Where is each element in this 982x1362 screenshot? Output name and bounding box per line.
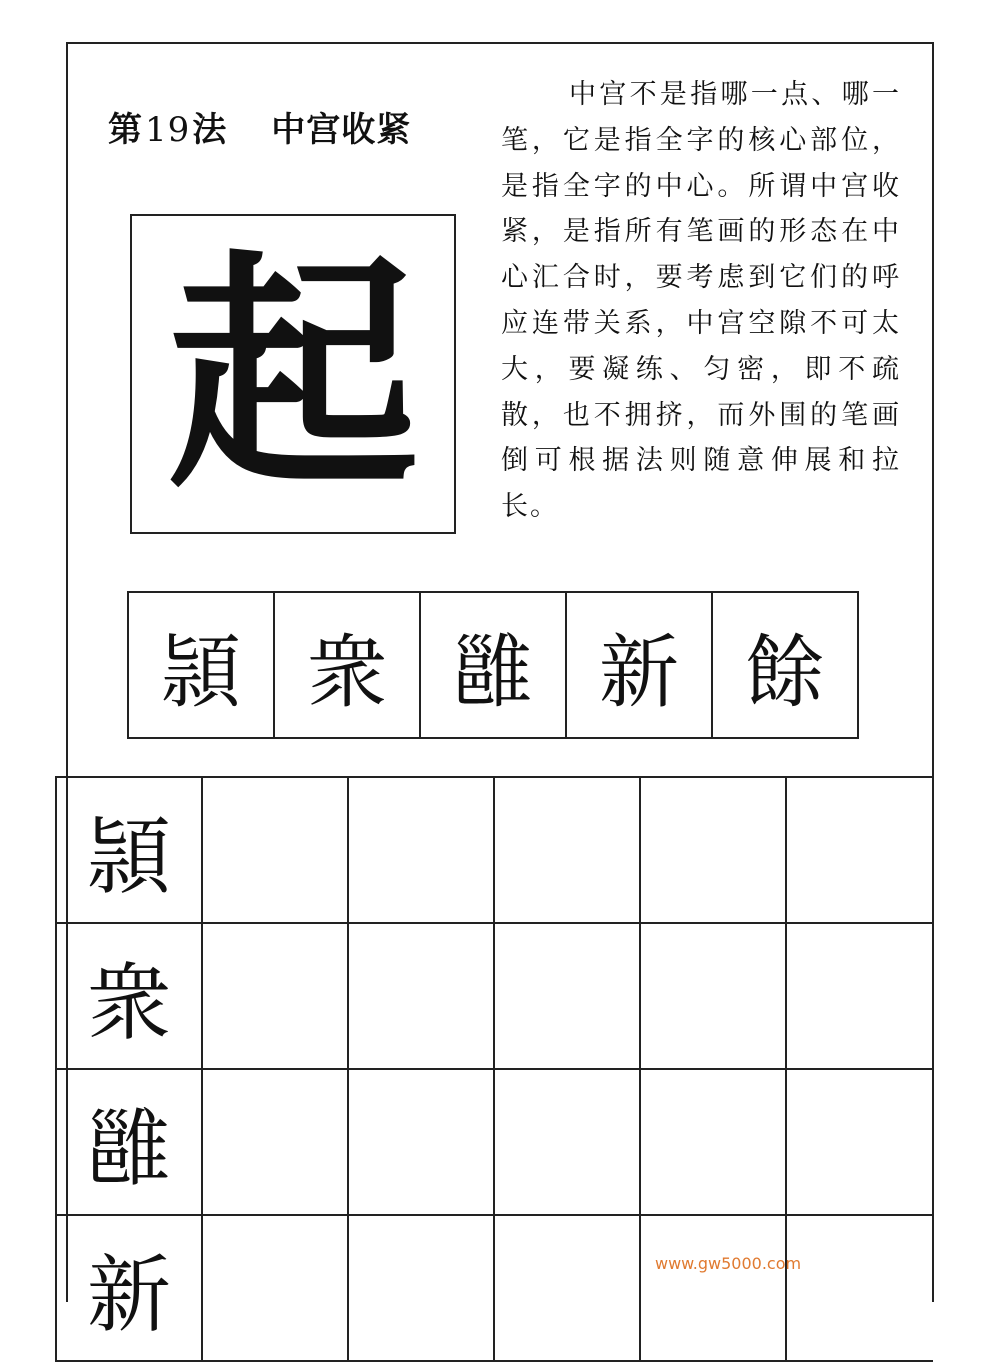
practice-blank-cell — [785, 1216, 933, 1360]
lesson-name: 中宫收紧 — [271, 110, 412, 150]
practice-blank-cell — [493, 778, 639, 922]
practice-blank-cell — [785, 924, 933, 1068]
practice-row — [55, 778, 933, 924]
practice-blank-cell — [493, 1070, 639, 1214]
practice-model-character: 頴 — [55, 778, 201, 922]
practice-model-character: 新 — [55, 1216, 201, 1360]
practice-row — [55, 1216, 933, 1362]
lesson-title — [108, 102, 411, 151]
practice-blank-cell — [639, 778, 785, 922]
example-character-box — [130, 214, 456, 534]
sample-character: 新 — [567, 593, 713, 737]
practice-blank-cell — [347, 1070, 493, 1214]
practice-blank-cell — [201, 778, 347, 922]
practice-model-character: 衆 — [55, 924, 201, 1068]
practice-blank-cell — [347, 778, 493, 922]
practice-model-character: 雝 — [55, 1070, 201, 1214]
watermark: www.gw5000.com — [655, 1254, 802, 1273]
sample-character: 頴 — [129, 593, 275, 737]
practice-blank-cell — [639, 1216, 785, 1360]
practice-grid — [55, 776, 933, 1344]
practice-blank-cell — [493, 924, 639, 1068]
practice-blank-cell — [493, 1216, 639, 1360]
practice-blank-cell — [785, 778, 933, 922]
sample-characters-row — [127, 591, 859, 739]
lesson-suffix: 法 — [192, 110, 228, 150]
practice-blank-cell — [639, 924, 785, 1068]
lesson-prefix: 第 — [108, 110, 143, 150]
lesson-number: 19 — [145, 110, 191, 150]
practice-blank-cell — [201, 1216, 347, 1360]
explanation-paragraph: 中宫不是指哪一点、哪一笔，它是指全字的核心部位，是指全字的中心。所谓中宫收紧，是指所有笔画的形态在中心汇合时，要考虑到它们的呼应连带关系，中宫空隙不可太大，要凝练、匀密，即不疏散，也不拥挤，而外围的笔画倒可根据法则随意伸展和拉长。 — [501, 79, 901, 523]
practice-row — [55, 924, 933, 1070]
sample-character: 雝 — [421, 593, 567, 737]
practice-blank-cell — [785, 1070, 933, 1214]
practice-blank-cell — [347, 924, 493, 1068]
sample-character: 衆 — [275, 593, 421, 737]
practice-blank-cell — [347, 1216, 493, 1360]
practice-blank-cell — [201, 924, 347, 1068]
sample-character: 餘 — [745, 625, 825, 719]
practice-row — [55, 1070, 933, 1216]
practice-blank-cell — [639, 1070, 785, 1214]
example-character: 起 — [168, 227, 418, 521]
practice-blank-cell — [201, 1070, 347, 1214]
